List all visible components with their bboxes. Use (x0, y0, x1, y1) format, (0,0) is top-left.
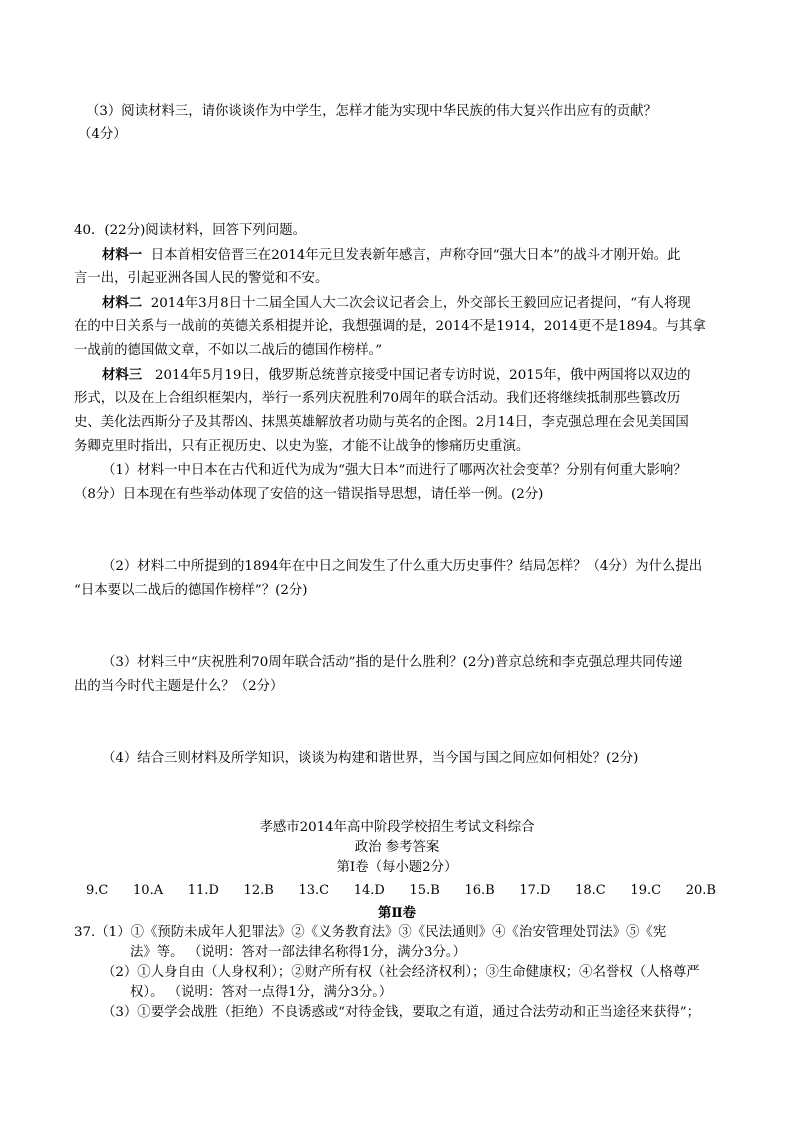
material-1 (102, 247, 681, 264)
choice-answer: 14.D (353, 883, 385, 898)
choice-answer: 20.B (685, 883, 716, 898)
choice-answer: 12.B (243, 883, 274, 898)
choice-answer: 10.A (133, 883, 164, 898)
q40-sub4: （4）结合三则材料及所学知识，谈谈为构建和谐世界，当今国与国之间应如何相处？(2分) (102, 751, 639, 766)
q40-sub2-cont: “日本要以二战后的德国作榜样”？(2分) (74, 583, 308, 598)
material-3-cont-3: 务卿克里时指出，只有正视历史、以史为鉴，才能不让战争的惨痛历史重演。 (74, 439, 530, 454)
q40-sub2: （2）材料二中所提到的1894年在中日之间发生了什么重大历史事件？结局怎样？（4分）为什么提出 (102, 559, 703, 574)
choice-answers-row (86, 883, 716, 899)
answer-part2-heading: 第Ⅱ卷 (377, 905, 417, 921)
material-3 (102, 367, 691, 384)
answer-37-1-cont: 法》等。 （说明：答对一部法律名称得1分，满分3分。） (130, 945, 466, 960)
answer-subtitle: 政治 参考答案 (354, 840, 440, 855)
answer-37-2-cont: 权）。 （说明：答对一点得1分，满分3分。） (130, 985, 393, 1000)
material-2 (102, 295, 691, 312)
material-3-cont-1: 形式，以及在上合组织框架内，举行一系列庆祝胜利70周年的联合活动。我们还将继续抵制那些篡改历 (74, 391, 681, 406)
q40-sub3-cont: 出的当今时代主题是什么？（2分） (74, 679, 284, 694)
choice-answer: 13.C (298, 883, 330, 898)
choice-answer: 17.D (519, 883, 551, 898)
material-1-text: 日本首相安倍晋三在2014年元旦发表新年感言，声称夺回“强大日本”的战斗才刚开始。此 (150, 248, 681, 263)
choice-answer: 19.C (630, 883, 662, 898)
material-1-cont: 言一出，引起亚洲各国人民的警觉和不安。 (74, 271, 329, 286)
q39-sub3: （3）阅读材料三，请你谈谈作为中学生，怎样才能为实现中华民族的伟大复兴作出应有的贡献？ (86, 104, 657, 119)
answer-part1-heading: 第Ⅰ卷（每小题2分） (336, 860, 458, 875)
material-2-label: 材料二 (102, 295, 143, 311)
choice-answer: 15.B (409, 883, 440, 898)
material-3-text: 2014年5月19日，俄罗斯总统普京接受中国记者专访时说，2015年，俄中两国将以双边的 (154, 368, 691, 383)
choice-answer: 18.C (575, 883, 606, 898)
answer-37-3: （3）①要学会战胜（拒绝）不良诱惑或“对待金钱，要取之有道，通过合法劳动和正当途径来获得”； (102, 1005, 701, 1020)
material-3-cont-2: 史、美化法西斯分子及其帮凶、抹黑英雄解放者功勋与英名的企图。2月14日，李克强总理在会见美国国 (74, 415, 689, 430)
answer-37-2: （2）①人身自由（人身权利）；②财产所有权（社会经济权利）；③生命健康权；④名誉权（人格尊严 (102, 965, 700, 980)
material-2-cont-2: 一战前的德国做文章，不如以二战后的德国作榜样。” (74, 343, 383, 358)
q40-sub3: （3）材料三中“庆祝胜利70周年联合活动”指的是什么胜利？(2分)普京总统和李克强总理共同传递 (102, 655, 683, 670)
q40-sub1-cont: （8分）日本现在有些举动体现了安倍的这一错误指导思想，请任举一例。(2分) (74, 487, 544, 502)
choice-answer: 9.C (86, 883, 109, 898)
q40-sub1: （1）材料一中日本在古代和近代为成为“强大日本”而进行了哪两次社会变革？分别有何重大影响？ (102, 463, 687, 478)
choice-answer: 16.B (464, 883, 495, 898)
material-3-label: 材料三 (102, 367, 143, 383)
material-2-text: 2014年3月8日十二届全国人大二次会议记者会上，外交部长王毅回应记者提问，“有人将现 (150, 296, 691, 311)
material-2-cont-1: 在的中日关系与一战前的英德关系相提并论，我想强调的是，2014不是1914，2014更不是1894。与其拿 (74, 319, 706, 334)
choice-answer: 11.D (187, 883, 219, 898)
q39-sub3-points: （4分） (78, 127, 127, 142)
answer-title: 孝感市2014年高中阶段学校招生考试文科综合 (259, 820, 535, 835)
material-1-label: 材料一 (102, 247, 143, 263)
q40-stem: 40．(22分)阅读材料，回答下列问题。 (74, 223, 306, 238)
answer-37-1: 37.（1）①《预防未成年人犯罪法》②《义务教育法》③《民法通则》④《治安管理处罚法》⑤《宪 (74, 925, 667, 940)
